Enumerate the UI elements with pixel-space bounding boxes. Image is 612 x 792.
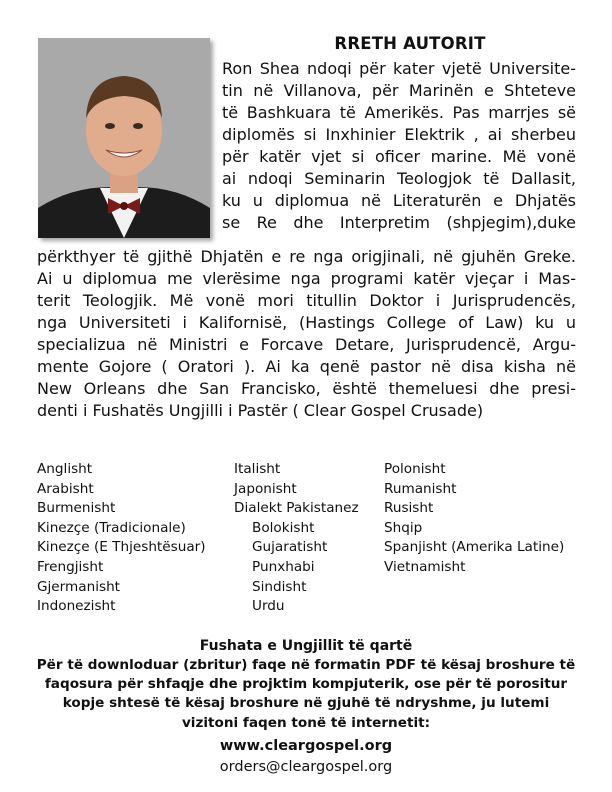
footer-text-line: faqosura për shfaqje dhe projktim kompjuterik, ose për të porositur <box>44 676 568 693</box>
language-item: Spanjisht (Amerika Latine) <box>384 539 565 556</box>
language-item: Vietnamisht <box>384 558 466 575</box>
languages-column-1 <box>37 460 206 617</box>
bio-line: ai ndoqi Seminarin Teologjok të Dallasit, <box>222 169 576 188</box>
language-item: Frengjisht <box>37 558 104 575</box>
bio-line: tin në Villanova, për Marinën e Shteteve <box>222 81 576 100</box>
language-item: Burmenisht <box>37 500 116 517</box>
bio-line: mente Gojore ( Oratori ). Ai ka qenë pastor në disa kisha në <box>37 357 576 376</box>
language-subitem: Sindisht <box>252 578 307 595</box>
language-item: Dialekt Pakistanez <box>234 500 359 517</box>
bio-line: Ai u diplomua me vlerësime nga programi katër vjeçar i Mas- <box>37 269 576 288</box>
bio-line: të Bashkuara të Amerikës. Pas marrjes së <box>222 103 576 122</box>
language-item: Anglisht <box>37 461 93 477</box>
language-item: Kinezçe (Tradicionale) <box>37 519 186 536</box>
section-title: RRETH AUTORIT <box>334 34 486 53</box>
language-item: Rusisht <box>384 500 434 517</box>
bio-line: Ron Shea ndoqi për kater vjetë Universite- <box>222 59 576 78</box>
language-item: Italisht <box>234 461 281 477</box>
footer-text-line: Për të downloduar (zbritur) faqe në formatin PDF të kësaj broshure të <box>36 657 576 673</box>
language-item: Arabisht <box>37 480 94 497</box>
bio-line: diplomës si Inxhinier Elektrik , ai sherbeu <box>222 125 576 144</box>
footer-text-line: kopje shtesë të kësaj broshure në gjuhë të ndryshme, ju lutemi <box>62 695 550 712</box>
bio-line: ku u diplomua në Literaturën e Dhjatës <box>222 191 576 210</box>
language-item: Gjermanisht <box>37 578 121 595</box>
languages-column-2 <box>234 460 359 617</box>
bio-line: përkthyer të gjithë Dhjatën e re nga origjinali, në gjuhën Greke. <box>37 247 576 266</box>
bio-line: se Re dhe Interpretim (shpjegim),duke <box>222 213 576 232</box>
bio-line: New Orleans dhe San Francisko, është themeluesi dhe presi- <box>37 379 576 398</box>
bio-line: nga Universiteti i Kalifornisë, (Hastings College of Law) ku u <box>37 313 576 332</box>
website-link[interactable]: www.cleargospel.org <box>219 737 393 754</box>
bio-line: terit Teologjik. Më vonë mori titullin Doktor i Jurisprudencës, <box>37 291 576 310</box>
footer <box>30 636 582 777</box>
language-subitem: Urdu <box>252 598 285 615</box>
bio-line: specializua në Ministri e Forcave Detare, Jurisprudencë, Argu- <box>37 335 576 354</box>
footer-title: Fushata e Ungjillit të qartë <box>199 638 413 654</box>
footer-text-line: vizitoni faqen tonë të internetit: <box>181 714 431 731</box>
language-item: Kinezçe (E Thjeshtësuar) <box>37 539 206 556</box>
bio-line: denti i Fushatës Ungjilli i Pastër ( Clear Gospel Crusade) <box>37 401 484 420</box>
email-link[interactable]: orders@cleargospel.org <box>219 758 393 775</box>
language-subitem: Gujaratisht <box>252 539 328 556</box>
language-item: Japonisht <box>234 480 297 497</box>
bio-line: për katër vjet si oficer marine. Më vonë <box>222 147 576 166</box>
language-item: Rumanisht <box>384 480 457 497</box>
language-item: Indonezisht <box>37 598 116 615</box>
language-item: Shqip <box>384 519 423 536</box>
language-item: Polonisht <box>384 461 446 477</box>
language-subitem: Punxhabi <box>252 558 315 575</box>
languages-column-3 <box>384 460 564 578</box>
language-subitem: Bolokisht <box>252 519 315 536</box>
